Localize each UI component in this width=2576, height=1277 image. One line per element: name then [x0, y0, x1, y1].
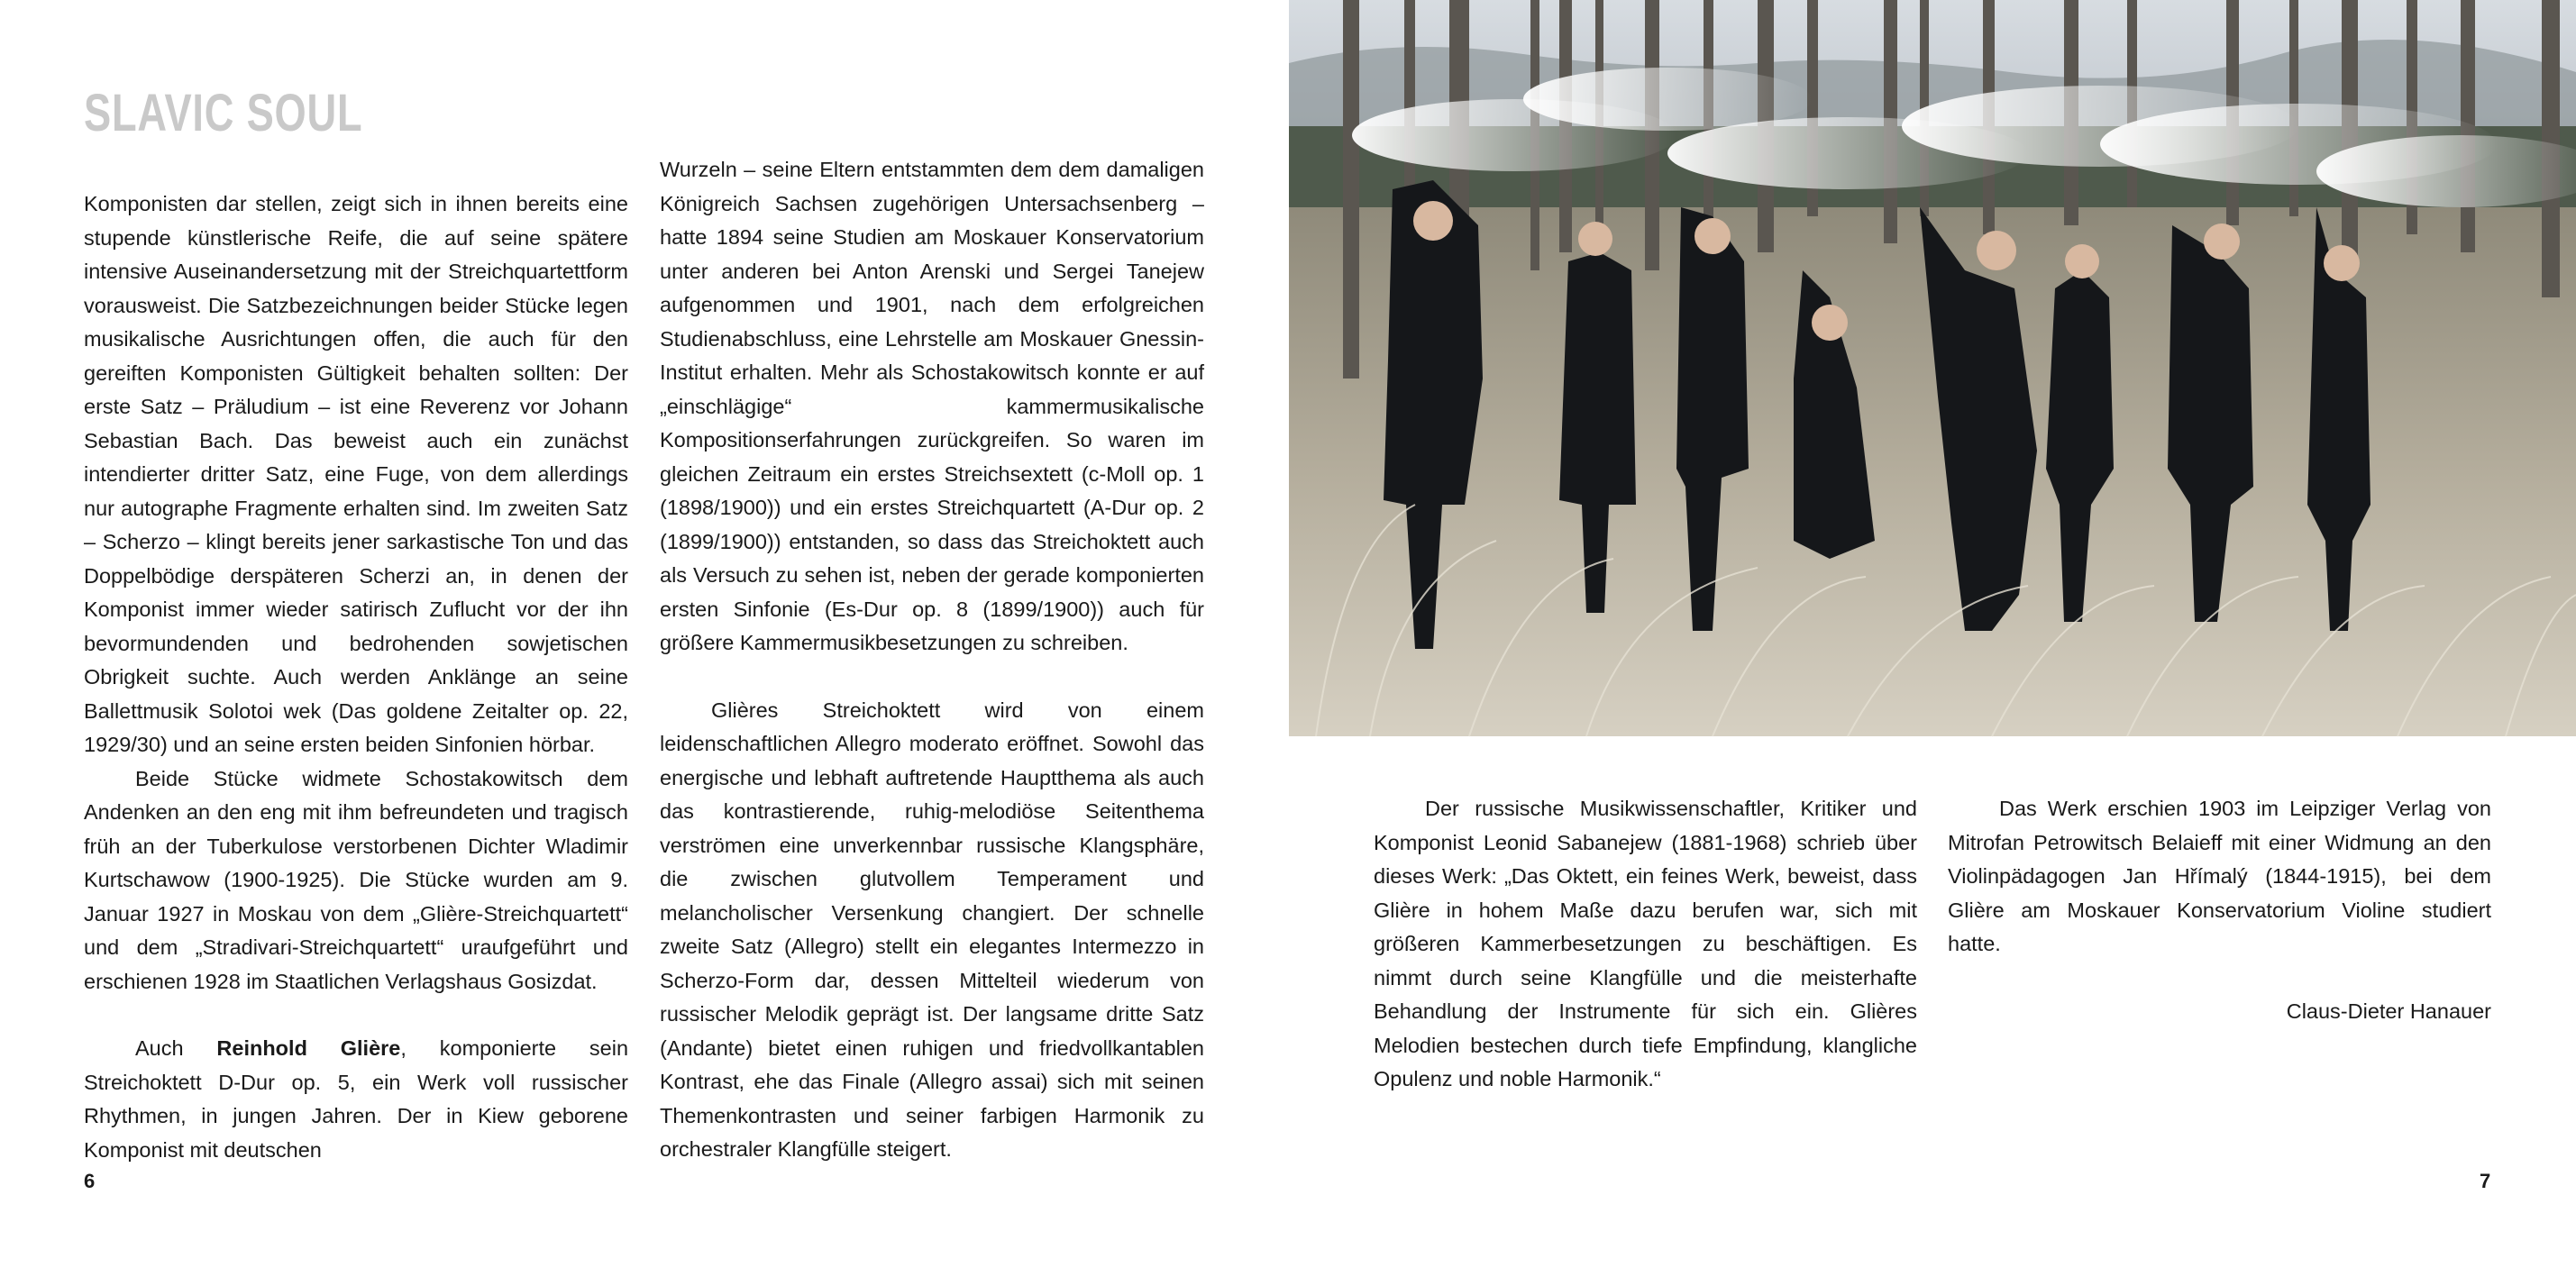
text-column-2: [660, 153, 1204, 1161]
page-number-left: 6: [84, 1170, 96, 1192]
text-column-1: [84, 187, 629, 1162]
paragraph: [84, 1032, 628, 1167]
text-column-4: [1948, 792, 2491, 1028]
page-number-right: 7: [2480, 1170, 2491, 1192]
paragraph-prefix: Auch: [135, 1036, 217, 1060]
paragraph: Komponisten dar stellen, zeigt sich in ihnen bereits eine stupende künstlerische Reife, die auf seine spätere intensive Auseinandersetzung mit der Streichquartettform vorausweist. Die Satzbezeichnungen beider Stücke legen musikalische Ausrichtungen offen, die auch für den gereiften Komponisten Gültigkeit behalten sollten: Der erste Satz – Präludium – ist eine Reverenz vor Johann Sebastian Bach. Das beweist auch ein zunächst intendierter dritter Satz, eine Fuge, von dem allerdings nur autographe Fragmente erhalten sind. Im zweiten Satz – Scherzo – klingt bereits jener sarkastische Ton und das Doppelbödige derspäteren Scherzi an, in denen der Komponist immer wieder satirisch Zuflucht vor der ihn bevormundenden und bedrohenden sowjetischen Obrigkeit suchte. Auch werden Anklänge an seine Ballettmusik Solotoi wek (Das goldene Zeitalter op. 22, 1929/30) und an seine ersten beiden Sinfonien hörbar.: [84, 192, 628, 756]
paragraph: Beide Stücke widmete Schostakowitsch dem Andenken an den eng mit ihm befreundeten und tragisch früh an der Tuberkulose verstorbenen Dichter Wladimir Kurtschawow (1900-1925). Die Stücke wurden am 9. Januar 1927 in Moskau von dem „Glière-Streichquartett“ und dem „Stradivari-Streichquartett“ uraufgeführt und erschienen 1928 im Staatlichen Verlagshaus Gosizdat.: [84, 766, 628, 993]
paragraph: Das Werk erschien 1903 im Leipziger Verlag von Mitrofan Petrowitsch Belaieff mit einer Widmung an den Violinpädagogen Jan Hřímalý (1844-1915), bei dem Glière am Moskauer Konservatorium Violine studiert hatte.: [1948, 797, 2491, 955]
paragraph-text: , komponierte sein Streichoktett D-Dur op. 5, ein Werk voll russischer Rhythmen, in jungen Jahren. Der in Kiew geborene Komponist mit deutschen: [84, 1036, 629, 1162]
paragraph: Glières Streichoktett wird von einem leidenschaftlichen Allegro moderato eröffnet. Sowohl das energische und lebhaft auftretende Hauptthema als auch das kontrastierende, ruhig-melodiöse Seitenthema verströmen eine unverkennbar russische Klangsphäre, die zwischen glutvollem Temperament und melancholischer Versenkung changiert. Der schnelle zweite Satz (Allegro) stellt ein elegantes Intermezzo in Scherzo-Form dar, dessen Mittelteil wiederum von russischer Melodik geprägt ist. Der langsame dritte Satz (Andante) bietet einen ruhigen und friedvollkantablen Kontrast, ehe das Finale (Allegro assai) sich mit seinen Themenkontrasten und seiner farbigen Harmonik zu orchestraler Klangfülle steigert.: [660, 698, 1204, 1161]
ensemble-photo: [1289, 0, 2576, 736]
paragraph: Wurzeln – seine Eltern entstammten dem dem damaligen Königreich Sachsen zugehörigen Untersachsenberg – hatte 1894 seine Studien am Moskauer Konservatorium unter anderen bei Anton Arenski und Sergei Tanejew aufgenommen und 1901, nach dem erfolgreichen Studienabschluss, eine Lehrstelle am Moskauer Gnessin- Institut erhalten. Mehr als Schostakowitsch konnte er auf „einschlägige“ kammermusikalische Kompositionserfahrungen zurückgreifen. So waren im gleichen Zeitraum ein erstes Streichsextett (c-Moll op. 1 (1898/1900)) und ein erstes Streichquartett (A-Dur op. 2 (1899/1900)) entstanden, so dass das Streichoktett auch als Versuch zu sehen ist, neben der gerade komponierten ersten Sinfonie (Es-Dur op. 8 (1899/1900)) auch für größere Kammermusikbesetzungen zu schreiben.: [660, 158, 1204, 654]
text-column-3: [1374, 792, 1917, 1097]
author-signature: Claus-Dieter Hanauer: [2286, 999, 2491, 1023]
composer-name: Reinhold Glière: [216, 1036, 401, 1060]
paragraph: Der russische Musikwissenschaftler, Kritiker und Komponist Leonid Sabanejew (1881-1968) schrieb über dieses Werk: „Das Oktett, ein feines Werk, beweist, dass Glière in hohem Maße dazu berufen war, sich mit größeren Kammerbesetzungen zu beschäftigen. Es nimmt durch seine Klangfülle und die meisterhafte Behandlung der Instrumente für sich ein. Glières Melodien bestechen durch tiefe Empfindung, klangliche Opulenz und noble Harmonik.“: [1374, 797, 1917, 1090]
page-title: SLAVIC SOUL: [84, 84, 363, 142]
